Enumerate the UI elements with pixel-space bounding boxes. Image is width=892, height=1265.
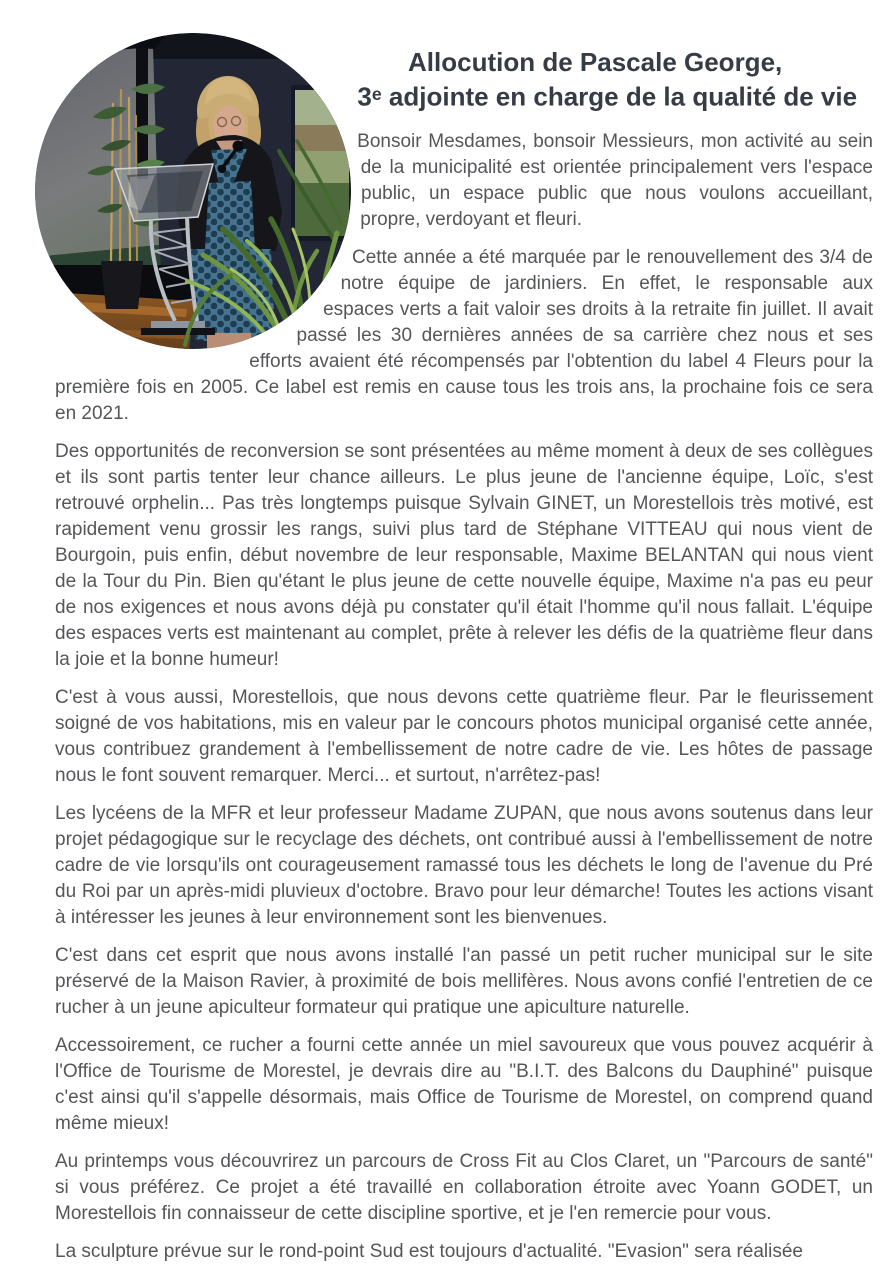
paragraph-1: Bonsoir Mesdames, bonsoir Messieurs, mon activité au sein de la municipalité est orientée principalement vers l'espace public, un espace public que nous voulons accueillant, propre, verdoyant et fleuri. bbox=[357, 131, 873, 231]
paragraph-3: Des opportunités de reconversion se sont présentées au même moment à deux de ses collègues et ils sont partis tenter leur chance ailleurs. Le plus jeune de l'ancienne équipe, Loïc, s'est retrouvé orphelin... Pas très longtemps puisque Sylvain GINET, un Morestellois très motivé, est rapidement venu grossir les rangs, suivi plus tard de Stéphane VITTEAU qui nous vient de Bourgoin, puis enfin, début novembre de leur responsable, Maxime BELANTAN qui nous vient de la Tour du Pin. Bien qu'étant le plus jeune de cette nouvelle équipe, Maxime n'a pas eu peur de nos exigences et nous avons déjà pu constater qu'il était l'homme qu'il nous fallait. L'équipe des espaces verts est maintenant au complet, prête à relever les défis de la quatrième fleur dans la joie et la bonne humeur! bbox=[55, 441, 873, 671]
paragraph-4: C'est à vous aussi, Morestellois, que nous devons cette quatrième fleur. Par le fleurissement soigné de vos habitations, mis en valeur par le concours photos municipal organisé cette année, vous contribuez grandement à l'embellissement de notre cadre de vie. Les hôtes de passage nous le font souvent remarquer. Merci... et surtout, n'arrêtez-pas! bbox=[55, 687, 873, 787]
paragraph-5: Les lycéens de la MFR et leur professeur Madame ZUPAN, que nous avons soutenus dans leur projet pédagogique sur le recyclage des déchets, ont contribué aussi à l'embellissement de notre cadre de vie lorsqu'ils ont courageusement ramassé tous les déchets le long de l'avenue du Pré du Roi par un après-midi pluvieux d'octobre. Bravo pour leur démarche! Toutes les actions visant à intéresser les jeunes à leur environnement sont les bienvenues. bbox=[55, 803, 873, 929]
speaker-photo-illustration bbox=[35, 33, 351, 349]
title-line-2-number: 3 bbox=[357, 81, 372, 112]
speaker-photo bbox=[35, 33, 351, 349]
paragraph-9: La sculpture prévue sur le rond-point Sud est toujours d'actualité. "Evasion" sera réalisée bbox=[55, 1241, 803, 1263]
title-superscript: e bbox=[371, 84, 382, 104]
title-line-1: Allocution de Pascale George, bbox=[408, 47, 783, 77]
paragraph-2: Cette année a été marquée par le renouvellement des 3/4 de notre équipe de jardiniers. En effet, le responsable aux espaces verts a fait valoir ses droits à la retraite fin juillet. Il avait passé les 30 dernières années de sa carrière chez nous et ses efforts avaient été récompensés par l'obtention du label 4 Fleurs pour la première fois en 2005. Ce label est remis en cause tous les trois ans, la prochaine fois ce sera en 2021. bbox=[55, 247, 873, 425]
title-line-2-text: adjointe en charge de la qualité de vie bbox=[381, 81, 858, 112]
paragraph-8: Au printemps vous découvrirez un parcours de Cross Fit au Clos Claret, un "Parcours de santé" si vous préférez. Ce projet a été travaillé en collaboration étroite avec Yoann GODET, un Morestellois fin connaisseur de cette discipline sportive, et je l'en remercie pour vous. bbox=[55, 1151, 873, 1225]
paragraph-6: C'est dans cet esprit que nous avons installé l'an passé un petit rucher municipal sur le site préservé de la Maison Ravier, à proximité de bois mellifères. Nous avons confié l'entretien de ce rucher à un jeune apiculteur formateur qui pratique une apiculture naturelle. bbox=[55, 945, 873, 1019]
paragraph-7: Accessoirement, ce rucher a fourni cette année un miel savoureux que vous pouvez acquérir à l'Office de Tourisme de Morestel, je devrais dire au "B.I.T. des Balcons du Dauphiné" puisque c'est ainsi qu'il s'appelle désormais, mais Office de Tourisme de Morestel, on comprend quand même mieux! bbox=[55, 1035, 873, 1135]
